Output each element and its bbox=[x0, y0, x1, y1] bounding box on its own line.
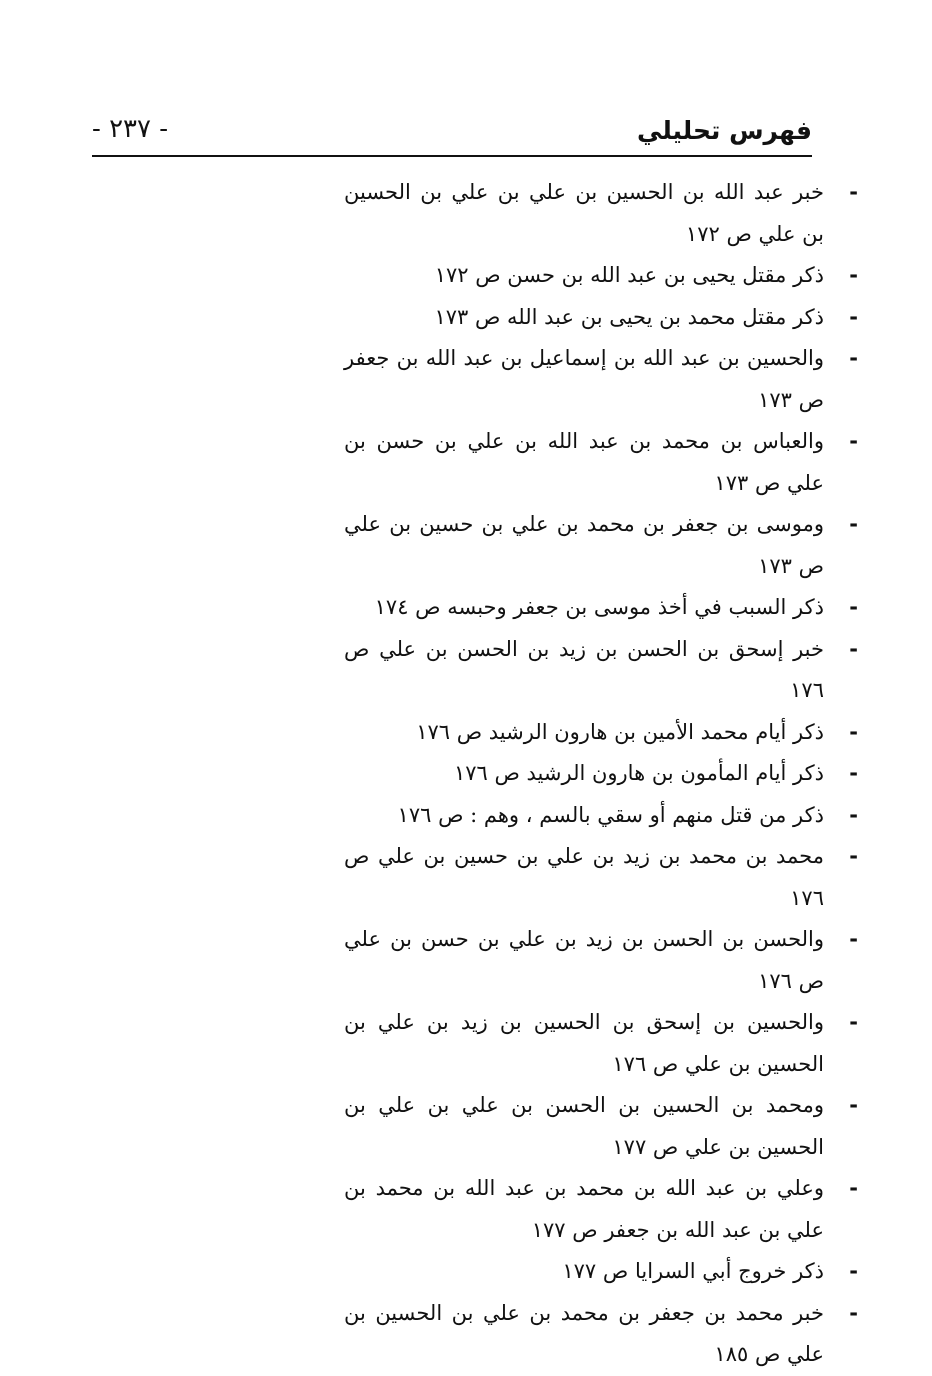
entry-text: ذكر من قتل منهم أو سقي بالسم ، وهم : ص ١٧٦ bbox=[397, 802, 824, 827]
index-entry bbox=[344, 421, 858, 504]
entry-text: ذكر خروج أبي السرايا ص ١٧٧ bbox=[562, 1259, 824, 1283]
entry-text: محمد بن محمد بن زيد بن علي بن حسين بن علي ص ١٧٦ bbox=[344, 844, 824, 910]
entry-text: والعباس بن محمد بن عبد الله بن علي بن حسن بن علي ص ١٧٣ bbox=[344, 429, 824, 495]
index-entry bbox=[344, 1251, 858, 1293]
index-entry bbox=[344, 1002, 858, 1085]
index-entry bbox=[344, 172, 858, 255]
index-entries-list bbox=[344, 172, 858, 1376]
entry-text: والحسين بن إسحق بن الحسين بن زيد بن علي بن الحسين بن علي ص ١٧٦ bbox=[344, 1010, 824, 1076]
index-entry bbox=[344, 1085, 858, 1168]
entry-dash: - bbox=[849, 1010, 858, 1034]
entry-text: ذكر أيام محمد الأمين بن هارون الرشيد ص ١٧٦ bbox=[416, 719, 824, 744]
entry-text: خبر إسحق بن الحسن بن زيد بن الحسن بن علي ص ١٧٦ bbox=[344, 636, 824, 702]
running-header-title: فهرس تحليلي bbox=[637, 116, 812, 145]
entry-text: والحسن بن الحسن بن زيد بن علي بن حسن بن علي ص ١٧٦ bbox=[344, 927, 824, 993]
index-entry bbox=[344, 629, 858, 712]
entry-text: ذكر أيام المأمون بن هارون الرشيد ص ١٧٦ bbox=[453, 761, 824, 785]
index-entry bbox=[344, 1168, 858, 1251]
entry-text: وموسى بن جعفر بن محمد بن علي بن حسين بن علي ص ١٧٣ bbox=[344, 512, 824, 578]
entry-dash: - bbox=[849, 927, 858, 951]
index-entry bbox=[344, 795, 858, 837]
index-entry bbox=[344, 836, 858, 919]
entry-dash: - bbox=[849, 1259, 858, 1283]
entry-dash: - bbox=[849, 595, 858, 619]
index-entry bbox=[344, 504, 858, 587]
page-number: - ٢٣٧ - bbox=[92, 114, 169, 144]
entry-dash: - bbox=[849, 802, 858, 827]
entry-dash: - bbox=[849, 844, 858, 868]
entry-text: خبر محمد بن جعفر بن محمد بن علي بن الحسين بن علي ص ١٨٥ bbox=[344, 1300, 824, 1366]
entry-text: خبر عبد الله بن الحسين بن علي بن علي بن الحسين بن علي ص ١٧٢ bbox=[344, 180, 824, 246]
entry-dash: - bbox=[849, 761, 858, 785]
entry-text: والحسين بن عبد الله بن إسماعيل بن عبد الله بن جعفر ص ١٧٣ bbox=[344, 346, 824, 412]
index-entry bbox=[344, 712, 858, 754]
entry-text: ذكر مقتل محمد بن يحيى بن عبد الله ص ١٧٣ bbox=[434, 304, 824, 329]
entry-dash: - bbox=[849, 1176, 858, 1200]
index-entry bbox=[344, 338, 858, 421]
index-entry bbox=[344, 255, 858, 297]
entry-dash: - bbox=[849, 1300, 858, 1325]
index-entry bbox=[344, 753, 858, 795]
index-entry bbox=[344, 919, 858, 1002]
entry-text: ومحمد بن الحسين بن الحسن بن علي بن علي بن الحسين بن علي ص ١٧٧ bbox=[344, 1093, 824, 1159]
entry-dash: - bbox=[849, 346, 858, 370]
entry-dash: - bbox=[849, 636, 858, 661]
index-entry bbox=[344, 297, 858, 339]
entry-dash: - bbox=[849, 1093, 858, 1117]
index-entry bbox=[344, 587, 858, 629]
entry-dash: - bbox=[849, 719, 858, 744]
header-rule bbox=[92, 155, 812, 157]
entry-dash: - bbox=[849, 304, 858, 329]
entry-dash: - bbox=[849, 263, 858, 287]
entry-text: وعلي بن عبد الله بن محمد بن عبد الله بن محمد بن علي بن عبد الله بن جعفر ص ١٧٧ bbox=[344, 1176, 824, 1242]
entry-dash: - bbox=[849, 429, 858, 453]
page-header bbox=[92, 108, 812, 158]
entry-text: ذكر مقتل يحيى بن عبد الله بن حسن ص ١٧٢ bbox=[434, 263, 824, 287]
entry-text: ذكر السبب في أخذ موسى بن جعفر وحبسه ص ١٧٤ bbox=[374, 595, 824, 619]
entry-dash: - bbox=[849, 180, 858, 204]
entry-dash: - bbox=[849, 512, 858, 536]
index-entry bbox=[344, 1293, 858, 1376]
